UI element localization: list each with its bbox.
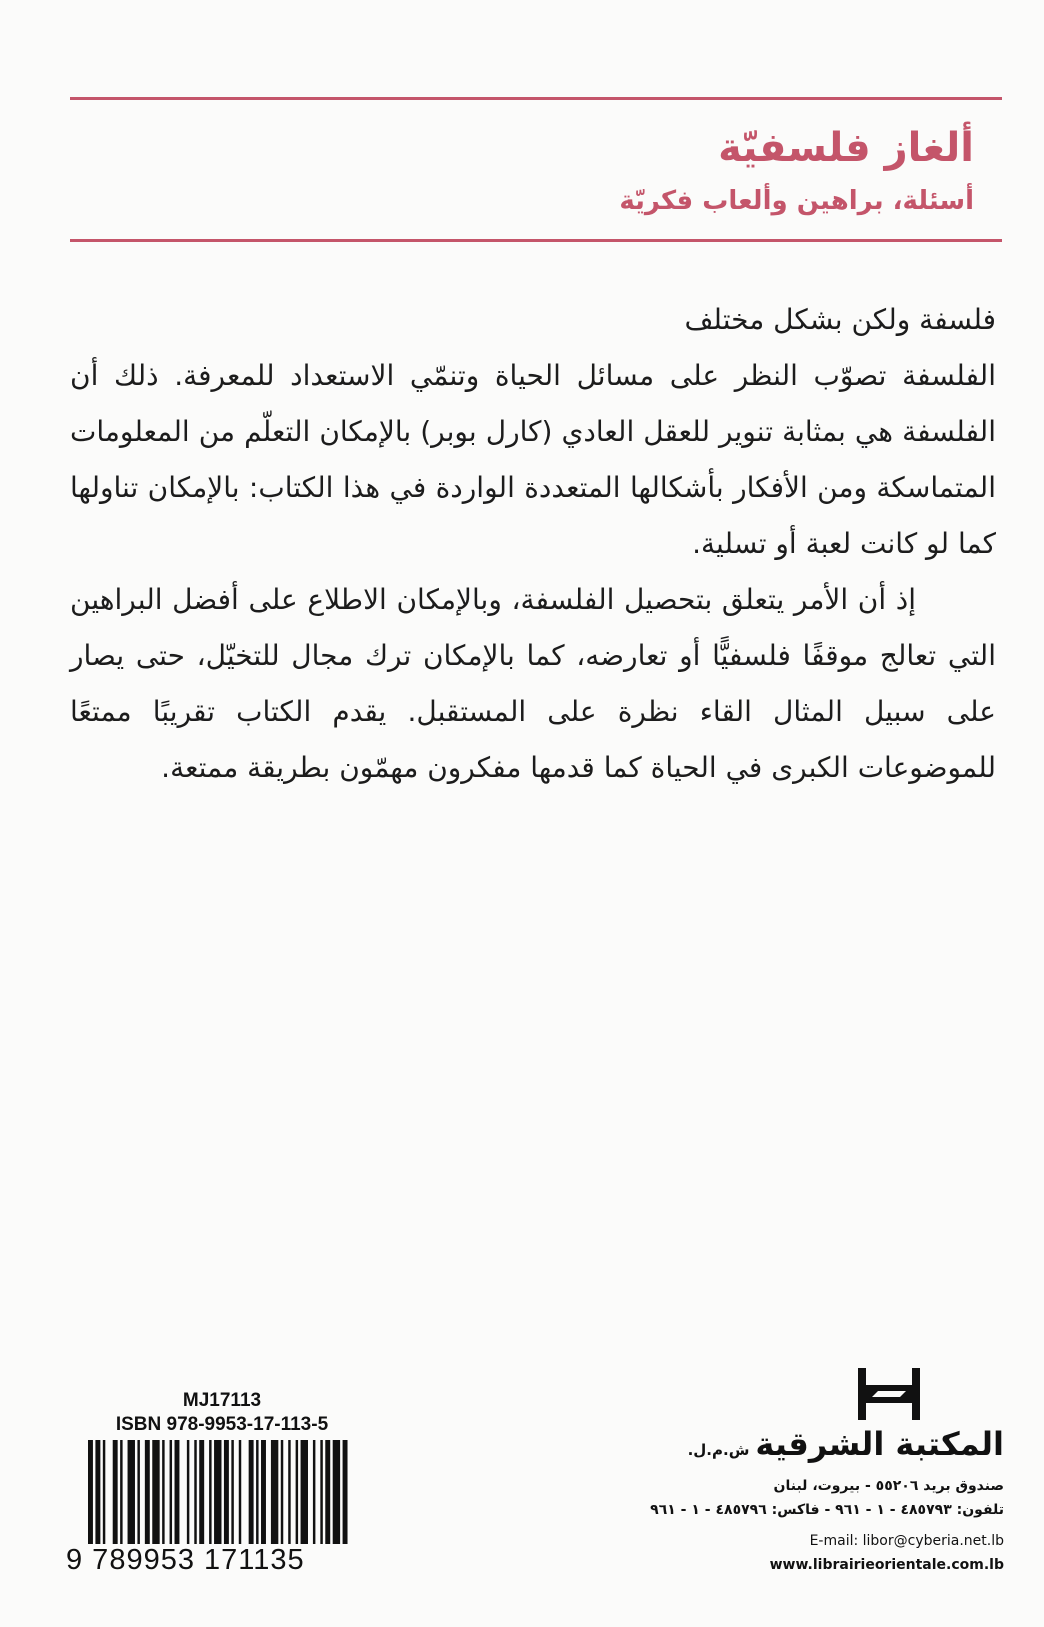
- barcode-bar: [187, 1440, 189, 1544]
- barcode-bar: [145, 1440, 150, 1544]
- barcode-bar: [199, 1440, 204, 1544]
- barcode-bar: [175, 1440, 180, 1544]
- barcode-bar: [128, 1440, 135, 1544]
- barcode-bar: [231, 1440, 233, 1544]
- barcode-bar: [170, 1440, 172, 1544]
- isbn-label: ISBN 978-9953-17-113-5: [115, 1414, 329, 1435]
- barcode-bar: [194, 1440, 196, 1544]
- barcode-bar: [120, 1440, 122, 1544]
- barcode-bar: [209, 1440, 211, 1544]
- publisher-email: E-mail: libor@cyberia.net.lb: [809, 1533, 1004, 1549]
- bottom-divider: [70, 239, 1002, 242]
- barcode-bar: [249, 1440, 254, 1544]
- barcode-bar: [296, 1440, 298, 1544]
- barcode-bar: [271, 1440, 278, 1544]
- barcode-bar: [261, 1440, 266, 1544]
- barcode-bar: [224, 1440, 229, 1544]
- barcode-bar: [239, 1440, 241, 1544]
- barcode-bar: [343, 1440, 348, 1544]
- publisher-suffix: ش.م.ل.: [687, 1441, 750, 1459]
- barcode-bar: [288, 1440, 290, 1544]
- barcode-bar: [152, 1440, 159, 1544]
- publisher-logo-icon: [858, 1368, 920, 1420]
- blurb-heading: فلسفة ولكن بشكل مختلف: [684, 303, 996, 336]
- barcode-bar: [137, 1440, 139, 1544]
- barcode-bar: [281, 1440, 283, 1544]
- barcode-bar: [103, 1440, 105, 1544]
- barcode-bar: [162, 1440, 164, 1544]
- barcode-bar: [95, 1440, 100, 1544]
- barcode-bar: [88, 1440, 93, 1544]
- barcode-bar: [256, 1440, 258, 1544]
- barcode-bar: [113, 1440, 118, 1544]
- barcode-bar: [320, 1440, 322, 1544]
- barcode-bar: [301, 1440, 308, 1544]
- barcode-bar: [214, 1440, 221, 1544]
- barcode-bar: [333, 1440, 340, 1544]
- barcode-bar: [325, 1440, 330, 1544]
- publisher-address: صندوق بريد ٥٥٢٠٦ - بيروت، لبنان: [773, 1478, 1004, 1494]
- publisher-website: www.librairieorientale.com.lb: [769, 1557, 1004, 1573]
- publisher-name: [688, 1425, 1004, 1463]
- top-divider: [70, 97, 1002, 100]
- publisher-phone: تلفون: ٤٨٥٧٩٣ - ١ - ٩٦١ - فاكس: ٤٨٥٧٩٦ - ١ - ٩٦١: [650, 1502, 1004, 1518]
- barcode-digits: 9 789953 171135: [66, 1544, 305, 1576]
- book-title: ألغاز فلسفيّة: [718, 125, 974, 171]
- barcode-bar: [313, 1440, 315, 1544]
- blurb: [70, 292, 996, 796]
- blurb-paragraph-2: إذ أن الأمر يتعلق بتحصيل الفلسفة، وبالإمكان الاطلاع على أفضل البراهين التي تعالج موقفًا فلسفيًّا أو تعارضه، كما بالإمكان ترك مجال للتخيّل، حتى يصار على سبيل المثال القاء نظرة على المستقبل. يقدم الكتاب تقريبًا ممتعًا للموضوعات الكبرى في الحياة كما قدمها مفكرون مهمّون بطريقة ممتعة.: [70, 583, 996, 784]
- book-subtitle: أسئلة، براهين وألعاب فكريّة: [619, 186, 974, 216]
- blurb-paragraph-1: الفلسفة تصوّب النظر على مسائل الحياة وتنمّي الاستعداد للمعرفة. ذلك أن الفلسفة هي بمثابة تنوير للعقل العادي (كارل بوبر) بالإمكان التعلّم من المعلومات المتماسكة ومن الأفكار بأشكالها المتعددة الواردة في هذا الكتاب: بالإمكان تناولها كما لو كانت لعبة أو تسلية.: [70, 359, 996, 560]
- publisher-name-text: المكتبة الشرقية: [755, 1425, 1004, 1463]
- product-code: MJ17113: [182, 1390, 262, 1411]
